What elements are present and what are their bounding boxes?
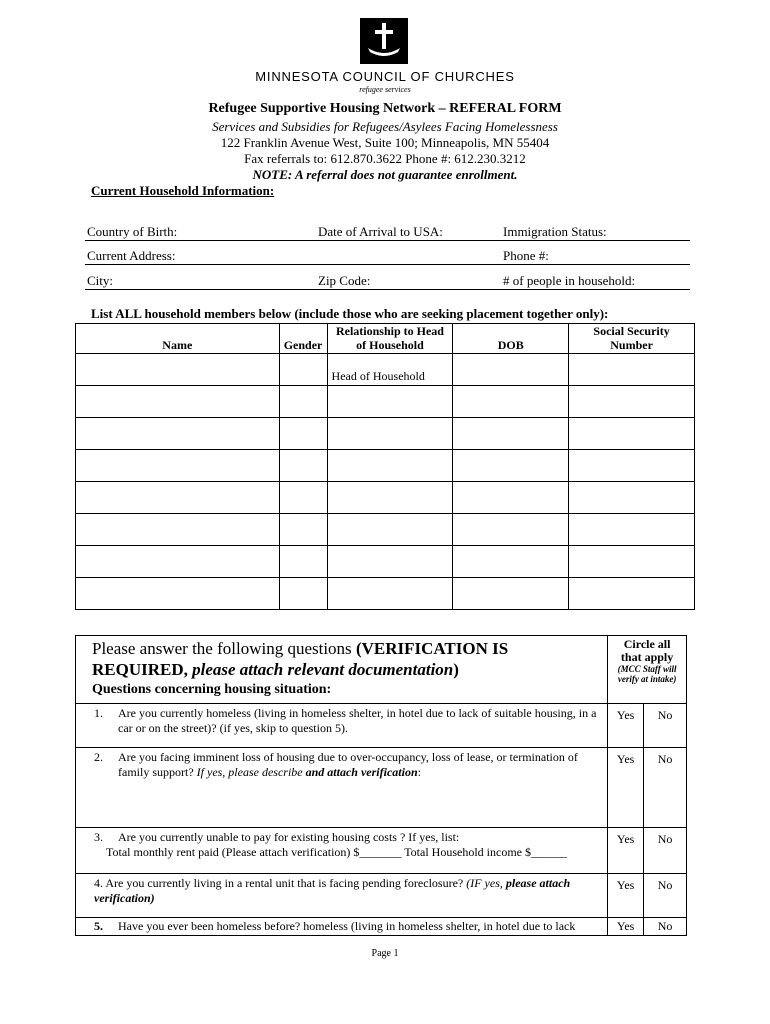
dob-cell[interactable] bbox=[453, 450, 569, 482]
page-number: Page 1 bbox=[371, 948, 399, 959]
question-row-1 bbox=[76, 704, 687, 748]
relationship-cell[interactable] bbox=[327, 514, 453, 546]
question-1: 1. Are you currently homeless (living in homeless shelter, in hotel due to lack of suitable housing, in a car or on the street)? (if yes, skip to question 5). bbox=[76, 704, 608, 748]
relationship-cell[interactable] bbox=[327, 386, 453, 418]
org-subtitle: refugee services bbox=[359, 85, 411, 94]
q2-no-option[interactable]: No bbox=[644, 748, 687, 828]
logo-icon bbox=[360, 18, 408, 64]
gender-header: Gender bbox=[279, 324, 327, 354]
questions-header-row bbox=[76, 636, 687, 704]
table-row bbox=[76, 354, 695, 386]
gender-cell[interactable] bbox=[279, 418, 327, 450]
current-address-label: Current Address: bbox=[87, 248, 176, 263]
question-4: 4. Are you currently living in a rental unit that is facing pending foreclosure? (IF yes, please attach verification) bbox=[76, 874, 608, 918]
ssn-cell[interactable] bbox=[569, 418, 695, 450]
members-title: List ALL household members below (include those who are seeking placement together only): bbox=[91, 306, 609, 321]
q3-no-option[interactable]: No bbox=[644, 828, 687, 874]
question-2: 2. Are you facing imminent loss of housing due to over-occupancy, loss of lease, or termination of family support? If yes, please describe and attach verification: bbox=[76, 748, 608, 828]
question-3: 3. Are you currently unable to pay for existing housing costs ? If yes, list: Total monthly rent paid (Please attach verification) $_______ Total Household income $______ bbox=[76, 828, 608, 874]
q4-no-option[interactable]: No bbox=[644, 874, 687, 918]
relationship-cell[interactable] bbox=[327, 546, 453, 578]
country-of-birth-label: Country of Birth: bbox=[87, 224, 178, 239]
dob-cell[interactable] bbox=[453, 578, 569, 610]
name-cell[interactable] bbox=[76, 578, 280, 610]
relationship-cell[interactable] bbox=[327, 418, 453, 450]
circle-all-header: Circle all that apply (MCC Staff will verify at intake) bbox=[608, 636, 687, 704]
household-members-table bbox=[75, 323, 695, 610]
question-5: 5. Have you ever been homeless before? homeless (living in homeless shelter, in hotel due to lack bbox=[76, 918, 608, 936]
dob-cell[interactable] bbox=[453, 546, 569, 578]
q1-no-option[interactable]: No bbox=[644, 704, 687, 748]
form-subtitle: Services and Subsidies for Refugees/Asylees Facing Homelessness bbox=[212, 119, 558, 134]
dob-cell[interactable] bbox=[453, 386, 569, 418]
table-row bbox=[76, 482, 695, 514]
rent-income-line[interactable]: Total monthly rent paid (Please attach verification) $_______ Total Household income $______ bbox=[106, 845, 567, 859]
name-cell[interactable] bbox=[76, 514, 280, 546]
name-header: Name bbox=[76, 324, 280, 354]
gender-cell[interactable] bbox=[279, 514, 327, 546]
office-address: 122 Franklin Avenue West, Suite 100; Minneapolis, MN 55404 bbox=[220, 135, 550, 150]
table-row bbox=[76, 450, 695, 482]
relationship-cell[interactable] bbox=[327, 482, 453, 514]
field-line[interactable] bbox=[85, 240, 690, 241]
name-cell[interactable] bbox=[76, 546, 280, 578]
form-title: Refugee Supportive Housing Network – REFERAL FORM bbox=[208, 101, 562, 116]
question-row-3 bbox=[76, 828, 687, 874]
gender-cell[interactable] bbox=[279, 386, 327, 418]
field-line[interactable] bbox=[85, 289, 690, 290]
field-line[interactable] bbox=[85, 264, 690, 265]
q4-yes-option[interactable]: Yes bbox=[608, 874, 644, 918]
dob-cell[interactable] bbox=[453, 354, 569, 386]
relationship-cell[interactable] bbox=[327, 578, 453, 610]
relationship-header: Relationship to Head of Household bbox=[327, 324, 453, 354]
name-cell[interactable] bbox=[76, 354, 280, 386]
date-of-arrival-label: Date of Arrival to USA: bbox=[318, 224, 443, 239]
household-section-title: Current Household Information: bbox=[91, 183, 275, 198]
housing-section-title: Questions concerning housing situation: bbox=[92, 682, 332, 697]
dob-header: DOB bbox=[453, 324, 569, 354]
table-header-row bbox=[76, 324, 695, 354]
q5-no-option[interactable]: No bbox=[644, 918, 687, 936]
relationship-cell[interactable]: Head of Household bbox=[327, 354, 453, 386]
ssn-cell[interactable] bbox=[569, 514, 695, 546]
zip-code-label: Zip Code: bbox=[318, 273, 371, 288]
table-row bbox=[76, 546, 695, 578]
housing-questions-table bbox=[75, 635, 687, 936]
dob-cell[interactable] bbox=[453, 514, 569, 546]
ssn-cell[interactable] bbox=[569, 450, 695, 482]
q1-yes-option[interactable]: Yes bbox=[608, 704, 644, 748]
ssn-cell[interactable] bbox=[569, 386, 695, 418]
people-in-household-label: # of people in household: bbox=[503, 273, 636, 288]
immigration-status-label: Immigration Status: bbox=[503, 224, 607, 239]
ssn-cell[interactable] bbox=[569, 578, 695, 610]
ssn-cell[interactable] bbox=[569, 482, 695, 514]
relationship-cell[interactable] bbox=[327, 450, 453, 482]
table-row bbox=[76, 386, 695, 418]
gender-cell[interactable] bbox=[279, 354, 327, 386]
questions-intro: Please answer the following questions (VERIFICATION IS REQUIRED, please attach relevant documentation) Questions concerning housing situation: bbox=[76, 636, 608, 704]
table-row bbox=[76, 578, 695, 610]
ssn-header: Social Security Number bbox=[569, 324, 695, 354]
name-cell[interactable] bbox=[76, 418, 280, 450]
ssn-cell[interactable] bbox=[569, 546, 695, 578]
q2-yes-option[interactable]: Yes bbox=[608, 748, 644, 828]
name-cell[interactable] bbox=[76, 482, 280, 514]
gender-cell[interactable] bbox=[279, 546, 327, 578]
question-row-4 bbox=[76, 874, 687, 918]
name-cell[interactable] bbox=[76, 450, 280, 482]
contact-info: Fax referrals to: 612.870.3622 Phone #: 612.230.3212 bbox=[244, 151, 526, 166]
name-cell[interactable] bbox=[76, 386, 280, 418]
enrollment-note: NOTE: A referral does not guarantee enrollment. bbox=[252, 167, 518, 182]
table-row bbox=[76, 418, 695, 450]
dob-cell[interactable] bbox=[453, 418, 569, 450]
gender-cell[interactable] bbox=[279, 482, 327, 514]
phone-label: Phone #: bbox=[503, 248, 549, 263]
dob-cell[interactable] bbox=[453, 482, 569, 514]
question-row-5 bbox=[76, 918, 687, 936]
org-name: MINNESOTA COUNCIL OF CHURCHES bbox=[255, 69, 515, 84]
gender-cell[interactable] bbox=[279, 578, 327, 610]
q3-yes-option[interactable]: Yes bbox=[608, 828, 644, 874]
gender-cell[interactable] bbox=[279, 450, 327, 482]
question-row-2 bbox=[76, 748, 687, 828]
q5-yes-option[interactable]: Yes bbox=[608, 918, 644, 936]
ssn-cell[interactable] bbox=[569, 354, 695, 386]
table-row bbox=[76, 514, 695, 546]
city-label: City: bbox=[87, 273, 114, 288]
cross-boat-icon bbox=[360, 18, 408, 64]
